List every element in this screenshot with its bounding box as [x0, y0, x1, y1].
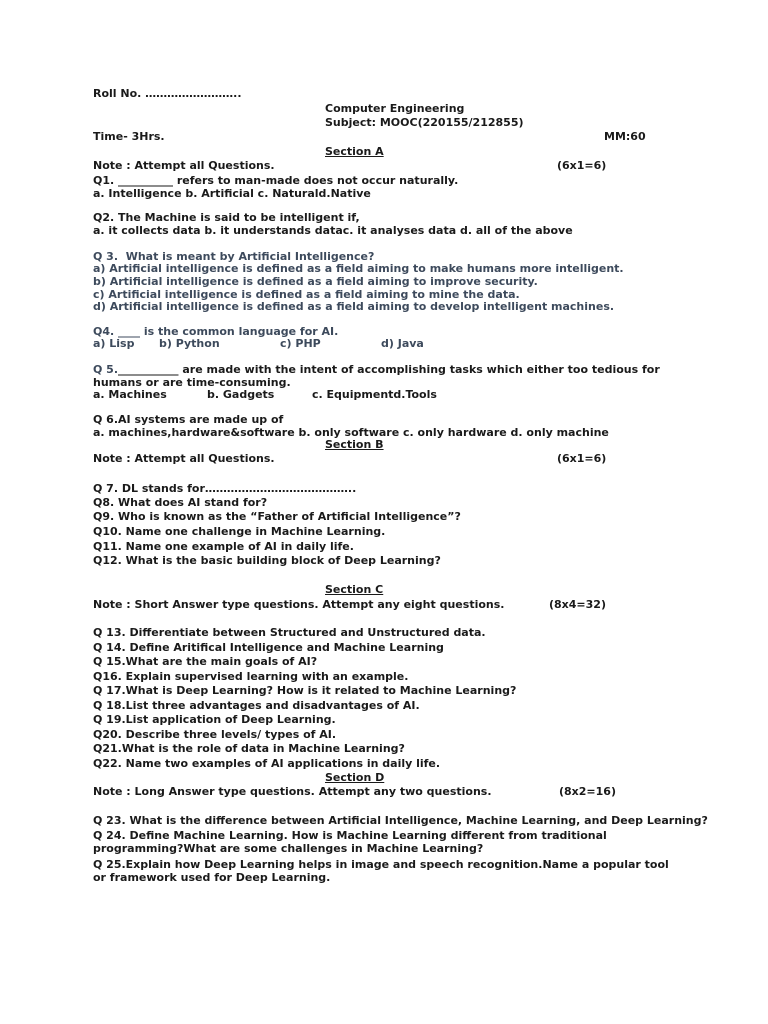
- question-3-label: Q 3.: [93, 250, 119, 263]
- section-d-note: Note : Long Answer type questions. Attempt any two questions.: [93, 785, 492, 798]
- section-a-marks: (6x1=6): [557, 159, 607, 172]
- question-11: Q11. Name one example of AI in daily life.: [93, 540, 354, 553]
- question-24: Q 24. Define Machine Learning. How is Machine Learning different from traditional programming?What are some challenges in Machine Learning?: [93, 829, 607, 855]
- section-c-note: Note : Short Answer type questions. Attempt any eight questions.: [93, 598, 505, 611]
- question-17: Q 17.What is Deep Learning? How is it related to Machine Learning?: [93, 684, 517, 697]
- question-8: Q8. What does AI stand for?: [93, 496, 268, 509]
- question-4-option-a: a) Lisp: [93, 337, 135, 350]
- question-14: Q 14. Define Aritifical Intelligence and Machine Learning: [93, 641, 444, 654]
- question-18: Q 18.List three advantages and disadvantages of AI.: [93, 699, 420, 712]
- question-5-text: ___________ are made with the intent of accomplishing tasks which either too tedious for humans or are time-consuming.: [93, 363, 660, 389]
- question-19: Q 19.List application of Deep Learning.: [93, 713, 336, 726]
- question-3-option-d: d) Artificial intelligence is defined as a field aiming to develop intelligent machines.: [93, 300, 615, 313]
- question-4-option-d: d) Java: [381, 337, 424, 350]
- question-16: Q16. Explain supervised learning with an example.: [93, 670, 409, 683]
- section-d-title: Section D: [325, 771, 385, 784]
- section-c-title: Section C: [325, 583, 384, 596]
- question-2-options: a. it collects data b. it understands datac. it analyses data d. all of the above: [93, 224, 573, 237]
- section-a-note: Note : Attempt all Questions.: [93, 159, 275, 172]
- question-3-option-c: c) Artificial intelligence is defined as a field aiming to mine the data.: [93, 288, 520, 301]
- question-4-option-b: b) Python: [159, 337, 220, 350]
- question-7: Q 7. DL stands for…………………………………..: [93, 482, 357, 495]
- time-label: Time- 3Hrs.: [93, 130, 165, 143]
- question-5-option-c: c. Equipmentd.Tools: [312, 388, 437, 401]
- subject-title: Subject: MOOC(220155/212855): [325, 116, 524, 129]
- question-20: Q20. Describe three levels/ types of AI.: [93, 728, 337, 741]
- question-9: Q9. Who is known as the “Father of Artificial Intelligence”?: [93, 510, 461, 523]
- question-25: Q 25.Explain how Deep Learning helps in image and speech recognition.Name a popular tool or framework used for Deep Learning.: [93, 858, 669, 884]
- roll-no: Roll No. ……………………..: [93, 87, 242, 100]
- question-5-option-b: b. Gadgets: [207, 388, 275, 401]
- question-2: Q2. The Machine is said to be intelligent if,: [93, 211, 360, 224]
- question-3-text: What is meant by Artificial Intelligence?: [125, 250, 375, 263]
- question-6-options: a. machines,hardware&software b. only software c. only hardware d. only machine: [93, 426, 609, 439]
- question-3-option-a: a) Artificial intelligence is defined as a field aiming to make humans more intelligent.: [93, 262, 624, 275]
- section-b-note: Note : Attempt all Questions.: [93, 452, 275, 465]
- question-1: Q1. __________ refers to man-made does not occur naturally.: [93, 174, 459, 187]
- section-c-marks: (8x4=32): [549, 598, 606, 611]
- question-5-label: Q 5.: [93, 363, 119, 376]
- question-12: Q12. What is the basic building block of Deep Learning?: [93, 554, 441, 567]
- question-5-option-a: a. Machines: [93, 388, 167, 401]
- question-23: Q 23. What is the difference between Artificial Intelligence, Machine Learning, and Deep Learning?: [93, 814, 708, 827]
- question-5: [93, 363, 675, 389]
- question-10: Q10. Name one challenge in Machine Learning.: [93, 525, 386, 538]
- question-13: Q 13. Differentiate between Structured and Unstructured data.: [93, 626, 486, 639]
- question-4: Q4. ____ is the common language for AI.: [93, 325, 339, 338]
- question-21: Q21.What is the role of data in Machine Learning?: [93, 742, 405, 755]
- department-title: Computer Engineering: [325, 102, 465, 115]
- question-4-option-c: c) PHP: [280, 337, 321, 350]
- max-marks: MM:60: [604, 130, 646, 143]
- question-1-options: a. Intelligence b. Artificial c. Naturald.Native: [93, 187, 371, 200]
- section-b-title: Section B: [325, 438, 384, 451]
- section-a-title: Section A: [325, 145, 384, 158]
- question-3-option-b: b) Artificial intelligence is defined as a field aiming to improve security.: [93, 275, 538, 288]
- question-6: Q 6.AI systems are made up of: [93, 413, 284, 426]
- question-22: Q22. Name two examples of AI applications in daily life.: [93, 757, 441, 770]
- section-b-marks: (6x1=6): [557, 452, 607, 465]
- question-15: Q 15.What are the main goals of AI?: [93, 655, 318, 668]
- section-d-marks: (8x2=16): [559, 785, 616, 798]
